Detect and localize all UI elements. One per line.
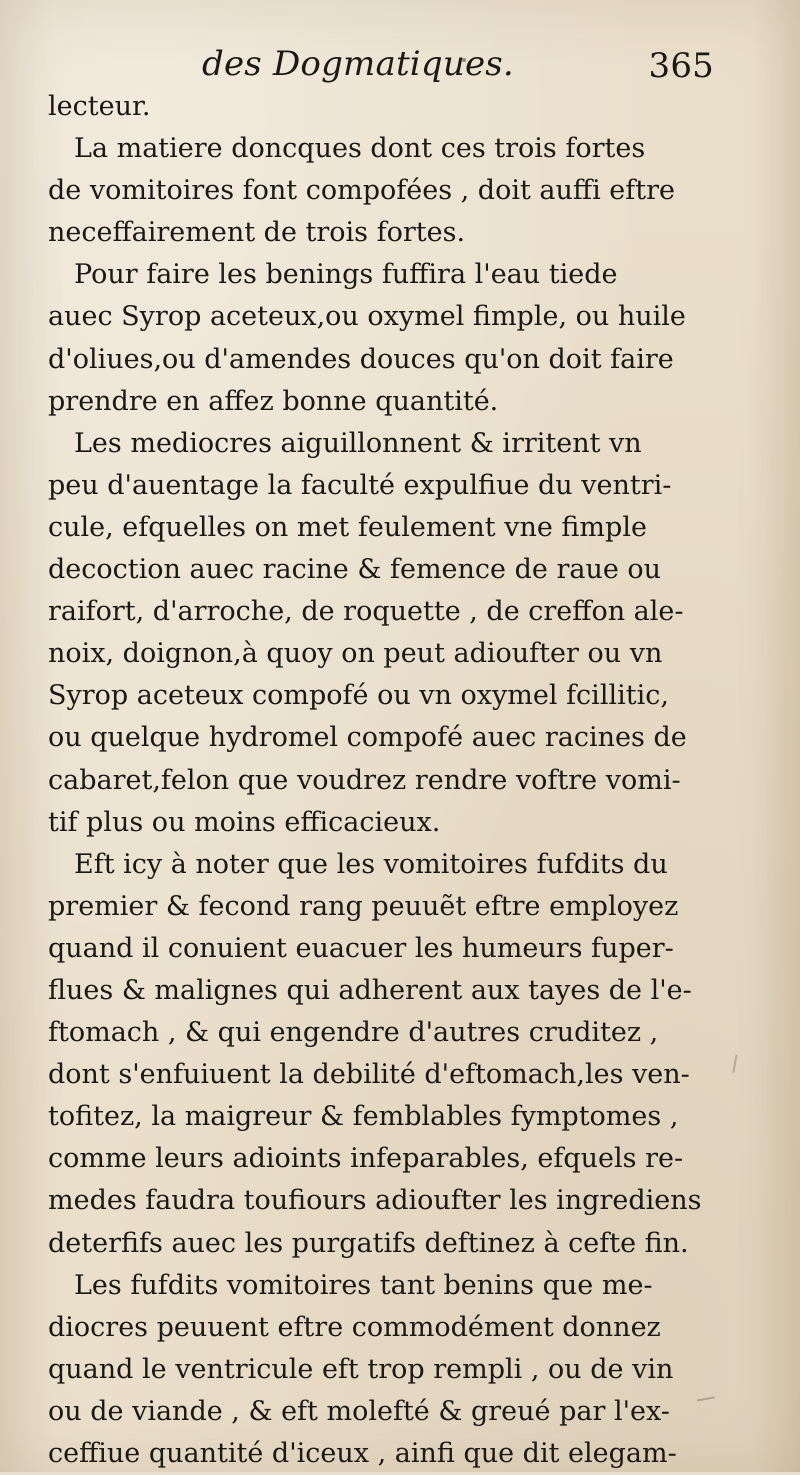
- text-line-content: quand il conuient euacuer les humeurs fuper-: [48, 932, 674, 964]
- text-line: [48, 1307, 754, 1349]
- text-line: [48, 844, 754, 886]
- text-line: [48, 254, 754, 296]
- ink-speck: [462, 58, 466, 62]
- text-line: [48, 1096, 754, 1138]
- text-line: [48, 296, 754, 338]
- text-line-content: deterfifs auec les purgatifs deftinez à cefte fin.: [48, 1227, 689, 1259]
- text-line: [48, 1433, 754, 1475]
- text-line: [48, 423, 754, 465]
- text-line-content: Pour faire les benings fuffira l'eau tiede: [74, 259, 618, 291]
- text-line-content: raifort, d'arroche, de roquette , de creffon ale-: [48, 596, 684, 628]
- text-line: [48, 465, 754, 507]
- text-line-content: medes faudra toufiours adioufter les ingrediens: [48, 1185, 702, 1217]
- text-line: [48, 507, 754, 549]
- text-line: [48, 86, 754, 128]
- text-line-content: ou quelque hydromel compofé auec racines de: [48, 722, 687, 754]
- text-line-content: lecteur.: [48, 91, 151, 122]
- text-line: [48, 1054, 754, 1096]
- text-line: [48, 128, 754, 170]
- text-line-content: d'oliues,ou d'amendes douces qu'on doit faire: [48, 343, 674, 375]
- text-line-content: Les mediocres aiguillonnent & irritent vn: [74, 427, 642, 459]
- text-line: [48, 549, 754, 591]
- text-line-content: dont s'enfuiuent la debilité d'eftomach,les ven-: [48, 1059, 690, 1091]
- text-line: [48, 886, 754, 928]
- text-line: [48, 1391, 754, 1433]
- text-line: [48, 1180, 754, 1222]
- text-line: [48, 633, 754, 675]
- text-line-content: cabaret,felon que voudrez rendre voftre vomi-: [48, 764, 681, 796]
- text-line-content: La matiere doncques dont ces trois fortes: [74, 133, 646, 165]
- text-line-content: auec Syrop aceteux,ou oxymel fimple, ou huile: [48, 301, 686, 333]
- text-line: [48, 802, 754, 844]
- text-line: [48, 170, 754, 212]
- text-line-content: tofitez, la maigreur & femblables fymptomes ,: [48, 1101, 679, 1133]
- text-line: [48, 1349, 754, 1391]
- text-line: [48, 381, 754, 423]
- text-line-content: ftomach , & qui engendre d'autres cruditez ,: [48, 1017, 659, 1049]
- text-line: [48, 717, 754, 759]
- page-number: 365: [648, 46, 714, 86]
- text-line: [48, 339, 754, 381]
- text-line: [48, 928, 754, 970]
- text-line-content: ceffiue quantité d'iceux , ainfi que dit elegam-: [48, 1438, 677, 1469]
- text-line-content: noix, doignon,à quoy on peut adioufter ou vn: [48, 638, 663, 670]
- text-line-content: quand le ventricule eft trop rempli , ou de vin: [48, 1353, 674, 1385]
- text-line: [48, 970, 754, 1012]
- body-text: [48, 86, 754, 1475]
- text-line: [48, 675, 754, 717]
- text-line-content: decoction auec racine & femence de raue ou: [48, 554, 662, 586]
- text-line-content: flues & malignes qui adherent aux tayes de l'e-: [48, 974, 692, 1006]
- text-line-content: tif plus ou moins efficacieux.: [48, 806, 441, 838]
- text-line-content: premier & fecond rang peuuẽt eftre employez: [48, 890, 679, 922]
- text-line: [48, 591, 754, 633]
- text-line: [48, 212, 754, 254]
- text-line-content: cule, efquelles on met feulement vne fimple: [48, 511, 647, 543]
- text-line: [48, 1012, 754, 1054]
- text-line: [48, 1138, 754, 1180]
- text-line-content: Eft icy à noter que les vomitoires fufdits du: [74, 848, 668, 880]
- text-line-content: Les fufdits vomitoires tant benins que me-: [74, 1269, 653, 1301]
- text-line: [48, 1223, 754, 1265]
- text-line-content: Syrop aceteux compofé ou vn oxymel fcillitic,: [48, 680, 669, 712]
- text-line-content: ou de viande , & eft molefté & greué par l'ex-: [48, 1395, 670, 1427]
- text-line-content: de vomitoires font compofées , doit auffi eftre: [48, 175, 675, 207]
- text-line-content: prendre en affez bonne quantité.: [48, 385, 499, 417]
- text-line: [48, 760, 754, 802]
- running-head: des Dogmatiques.: [202, 44, 514, 84]
- text-line: [48, 1265, 754, 1307]
- text-line-content: comme leurs adioints infeparables, efquels re-: [48, 1143, 684, 1175]
- text-line-content: diocres peuuent eftre commodément donnez: [48, 1311, 661, 1343]
- text-line-content: neceffairement de trois fortes.: [48, 217, 466, 249]
- text-line-content: peu d'auentage la faculté expulfiue du ventri-: [48, 469, 672, 501]
